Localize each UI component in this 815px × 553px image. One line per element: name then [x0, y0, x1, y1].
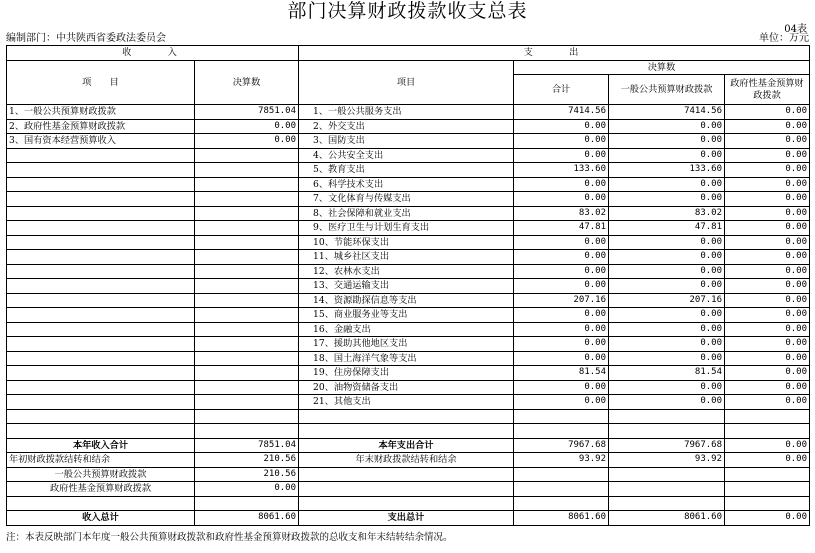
empty-cell: [7, 380, 195, 395]
blank-row: [7, 424, 810, 439]
carry-in-general-value: 210.56: [195, 467, 299, 482]
expense-fund-value: 0.00: [725, 119, 810, 134]
empty-cell: [725, 409, 810, 424]
expense-general-value: 0.00: [609, 264, 725, 279]
expense-total-value: 0.00: [514, 322, 609, 337]
empty-cell: [195, 206, 299, 221]
expense-total-value: 81.54: [514, 366, 609, 381]
expense-general-value: 0.00: [609, 192, 725, 207]
empty-cell: [7, 279, 195, 294]
expense-grand-fund: 0.00: [725, 511, 810, 526]
table-row: [7, 380, 810, 395]
compiling-department: 编制部门：中共陕西省委政法委员会: [6, 33, 166, 44]
table-row: [7, 148, 810, 163]
empty-cell: [195, 380, 299, 395]
expense-item-label: 16、金融支出: [299, 322, 514, 337]
table-row: [7, 119, 810, 134]
empty-cell: [7, 351, 195, 366]
empty-cell: [195, 395, 299, 410]
empty-cell: [514, 496, 609, 511]
expense-item-label: 17、援助其他地区支出: [299, 337, 514, 352]
empty-cell: [609, 424, 725, 439]
expense-total-value: 0.00: [514, 395, 609, 410]
expense-item-label: 20、油物资储备支出: [299, 380, 514, 395]
expense-total-fund: 0.00: [725, 438, 810, 453]
table-row: [7, 221, 810, 236]
expense-general-value: 0.00: [609, 119, 725, 134]
table-row: [7, 134, 810, 149]
expense-fund-value: 0.00: [725, 337, 810, 352]
empty-cell: [7, 235, 195, 250]
empty-cell: [725, 496, 810, 511]
expense-fund-value: 0.00: [725, 221, 810, 236]
currency-unit: 单位：万元: [759, 33, 809, 44]
expense-item-label: 14、资源勘探信息等支出: [299, 293, 514, 308]
table-row: [7, 351, 810, 366]
empty-cell: [299, 424, 514, 439]
expense-total-value: 0.00: [514, 337, 609, 352]
empty-cell: [609, 409, 725, 424]
table-row: [7, 279, 810, 294]
empty-cell: [7, 264, 195, 279]
empty-cell: [195, 148, 299, 163]
expense-fund-value: 0.00: [725, 395, 810, 410]
expense-grand-value: 8061.60: [514, 511, 609, 526]
expense-item-header: 项目: [299, 60, 514, 105]
expense-item-label: 10、节能环保支出: [299, 235, 514, 250]
expense-fund-value: 0.00: [725, 322, 810, 337]
expense-fund-value: 0.00: [725, 366, 810, 381]
empty-cell: [725, 482, 810, 497]
expense-general-value: 0.00: [609, 250, 725, 265]
empty-cell: [514, 482, 609, 497]
empty-cell: [514, 424, 609, 439]
income-grand-value: 8061.60: [195, 511, 299, 526]
expense-fund-value: 0.00: [725, 206, 810, 221]
expense-general-value: 0.00: [609, 308, 725, 323]
table-row: [7, 264, 810, 279]
income-item-header: 项 目: [7, 60, 195, 105]
empty-cell: [7, 395, 195, 410]
expense-fund-value: 0.00: [725, 279, 810, 294]
expense-total-value: 0.00: [514, 264, 609, 279]
empty-cell: [7, 366, 195, 381]
unit-line: [6, 33, 809, 45]
expense-total-value: 0.00: [514, 177, 609, 192]
expense-fund-value: 0.00: [725, 105, 810, 120]
expense-general-value: 0.00: [609, 322, 725, 337]
expense-fund-value: 0.00: [725, 148, 810, 163]
empty-cell: [7, 293, 195, 308]
empty-cell: [514, 467, 609, 482]
expense-item-label: 18、国土海洋气象等支出: [299, 351, 514, 366]
empty-cell: [195, 279, 299, 294]
table-row: [7, 293, 810, 308]
expense-total-label: 本年支出合计: [299, 438, 514, 453]
expense-fund-value: 0.00: [725, 293, 810, 308]
expense-item-label: 19、住房保障支出: [299, 366, 514, 381]
expense-total-value: 0.00: [514, 250, 609, 265]
carry-in-value: 210.56: [195, 453, 299, 468]
table-row: [7, 192, 810, 207]
table-row: [7, 206, 810, 221]
total-header: 合计: [514, 75, 609, 105]
gov-fund-header: 政府性基金预算财政拨款: [725, 75, 810, 105]
empty-cell: [7, 322, 195, 337]
expense-total-value: 207.16: [514, 293, 609, 308]
expense-general-value: 0.00: [609, 235, 725, 250]
empty-cell: [7, 148, 195, 163]
expense-item-label: 11、城乡社区支出: [299, 250, 514, 265]
expense-general-value: 0.00: [609, 279, 725, 294]
expense-total-value: 47.81: [514, 221, 609, 236]
footnote: 注：本表反映部门本年度一般公共预算财政拨款和政府性基金预算财政拨款的总收支和年末结转结余情况。: [6, 532, 453, 543]
expense-general-value: 0.00: [609, 177, 725, 192]
expense-fund-value: 0.00: [725, 134, 810, 149]
empty-cell: [195, 293, 299, 308]
expense-general-value: 83.02: [609, 206, 725, 221]
expense-fund-value: 0.00: [725, 235, 810, 250]
empty-cell: [725, 424, 810, 439]
expense-header: 支 出: [299, 46, 810, 61]
table-row: [7, 163, 810, 178]
empty-cell: [7, 250, 195, 265]
empty-cell: [195, 250, 299, 265]
expense-general-value: 0.00: [609, 337, 725, 352]
expense-total-sum: 7967.68: [514, 438, 609, 453]
expense-item-label: 13、交通运输支出: [299, 279, 514, 294]
expense-total-value: 0.00: [514, 192, 609, 207]
expense-item-label: 1、一般公共服务支出: [299, 105, 514, 120]
carryover-row: [7, 453, 810, 468]
form-number: 04表: [784, 24, 807, 35]
table-row: [7, 337, 810, 352]
blank-row: [7, 496, 810, 511]
empty-cell: [195, 163, 299, 178]
expense-fund-value: 0.00: [725, 192, 810, 207]
empty-cell: [195, 322, 299, 337]
expense-total-value: 0.00: [514, 235, 609, 250]
expense-item-label: 12、农林水支出: [299, 264, 514, 279]
final-amount-group-header: 决算数: [514, 60, 810, 75]
empty-cell: [195, 192, 299, 207]
expense-general-value: 0.00: [609, 134, 725, 149]
expense-item-label: 3、国防支出: [299, 134, 514, 149]
expense-fund-value: 0.00: [725, 264, 810, 279]
expense-grand-label: 支出总计: [299, 511, 514, 526]
income-item-value: 0.00: [195, 119, 299, 134]
carry-in-fund-label: 政府性基金预算财政拨款: [7, 482, 195, 497]
expense-total-value: 0.00: [514, 119, 609, 134]
empty-cell: [195, 424, 299, 439]
expense-total-value: 0.00: [514, 351, 609, 366]
carry-out-general: 93.92: [609, 453, 725, 468]
empty-cell: [609, 467, 725, 482]
expense-item-label: 7、文化体育与传媒支出: [299, 192, 514, 207]
expense-total-value: 133.60: [514, 163, 609, 178]
expense-item-label: 6、科学技术支出: [299, 177, 514, 192]
empty-cell: [7, 424, 195, 439]
grand-total-row: [7, 511, 810, 526]
expense-total-value: 0.00: [514, 134, 609, 149]
expense-item-label: 2、外交支出: [299, 119, 514, 134]
carry-out-label: 年末财政拨款结转和结余: [299, 453, 514, 468]
table-row: [7, 395, 810, 410]
expense-fund-value: 0.00: [725, 308, 810, 323]
empty-cell: [609, 496, 725, 511]
expense-total-value: 83.02: [514, 206, 609, 221]
header-row-1: [7, 46, 810, 61]
empty-cell: [609, 482, 725, 497]
income-item-value: 0.00: [195, 134, 299, 149]
empty-cell: [195, 409, 299, 424]
table-row: [7, 322, 810, 337]
empty-cell: [195, 351, 299, 366]
empty-cell: [195, 177, 299, 192]
expense-general-value: 81.54: [609, 366, 725, 381]
expense-general-value: 0.00: [609, 148, 725, 163]
expense-item-label: 15、商业服务业等支出: [299, 308, 514, 323]
empty-cell: [725, 467, 810, 482]
blank-row: [7, 409, 810, 424]
carryover-general-row: [7, 467, 810, 482]
header-row-2: [7, 60, 810, 75]
expense-general-value: 0.00: [609, 351, 725, 366]
table-row: [7, 366, 810, 381]
expense-total-value: 0.00: [514, 148, 609, 163]
expense-general-value: 207.16: [609, 293, 725, 308]
expense-total-value: 0.00: [514, 380, 609, 395]
empty-cell: [299, 409, 514, 424]
expense-total-general: 7967.68: [609, 438, 725, 453]
expense-item-label: 21、其他支出: [299, 395, 514, 410]
carry-in-fund-value: 0.00: [195, 482, 299, 497]
table-row: [7, 177, 810, 192]
expense-grand-general: 8061.60: [609, 511, 725, 526]
report-title: 部门决算财政拨款收支总表: [287, 0, 528, 22]
empty-cell: [195, 235, 299, 250]
expense-item-label: 5、教育支出: [299, 163, 514, 178]
income-expense-total-row: [7, 438, 810, 453]
empty-cell: [7, 177, 195, 192]
expense-general-value: 47.81: [609, 221, 725, 236]
empty-cell: [7, 337, 195, 352]
income-header: 收 入: [7, 46, 299, 61]
empty-cell: [7, 496, 195, 511]
carryover-fund-row: [7, 482, 810, 497]
income-amount-header: 决算数: [195, 60, 299, 105]
empty-cell: [514, 409, 609, 424]
table-row: [7, 250, 810, 265]
expense-fund-value: 0.00: [725, 380, 810, 395]
empty-cell: [7, 206, 195, 221]
expense-fund-value: 0.00: [725, 351, 810, 366]
expense-general-value: 7414.56: [609, 105, 725, 120]
income-total-value: 7851.04: [195, 438, 299, 453]
empty-cell: [195, 496, 299, 511]
table-row: [7, 235, 810, 250]
empty-cell: [195, 337, 299, 352]
expense-general-value: 0.00: [609, 395, 725, 410]
general-budget-header: 一般公共预算财政拨款: [609, 75, 725, 105]
income-item-label: 1、一般公共预算财政拨款: [7, 105, 195, 120]
table-row: [7, 105, 810, 120]
expense-general-value: 0.00: [609, 380, 725, 395]
expense-total-value: 0.00: [514, 308, 609, 323]
table-row: [7, 308, 810, 323]
income-item-label: 2、政府性基金预算财政拨款: [7, 119, 195, 134]
carry-out-fund: 0.00: [725, 453, 810, 468]
income-item-value: 7851.04: [195, 105, 299, 120]
expense-item-label: 8、社会保障和就业支出: [299, 206, 514, 221]
expense-fund-value: 0.00: [725, 250, 810, 265]
expense-item-label: 9、医疗卫生与计划生育支出: [299, 221, 514, 236]
income-total-label: 本年收入合计: [7, 438, 195, 453]
empty-cell: [299, 482, 514, 497]
empty-cell: [7, 221, 195, 236]
expense-fund-value: 0.00: [725, 163, 810, 178]
income-grand-label: 收入总计: [7, 511, 195, 526]
empty-cell: [7, 163, 195, 178]
empty-cell: [195, 264, 299, 279]
empty-cell: [299, 496, 514, 511]
empty-cell: [299, 467, 514, 482]
expense-item-label: 4、公共安全支出: [299, 148, 514, 163]
empty-cell: [7, 409, 195, 424]
empty-cell: [7, 192, 195, 207]
empty-cell: [195, 308, 299, 323]
income-item-label: 3、国有资本经营预算收入: [7, 134, 195, 149]
empty-cell: [195, 366, 299, 381]
expense-total-value: 0.00: [514, 279, 609, 294]
carry-out-value: 93.92: [514, 453, 609, 468]
carry-in-label: 年初财政拨款结转和结余: [7, 453, 195, 468]
empty-cell: [7, 308, 195, 323]
expense-general-value: 133.60: [609, 163, 725, 178]
expense-total-value: 7414.56: [514, 105, 609, 120]
budget-table: [6, 45, 810, 526]
empty-cell: [195, 221, 299, 236]
expense-fund-value: 0.00: [725, 177, 810, 192]
carry-in-general-label: 一般公共预算财政拨款: [7, 467, 195, 482]
